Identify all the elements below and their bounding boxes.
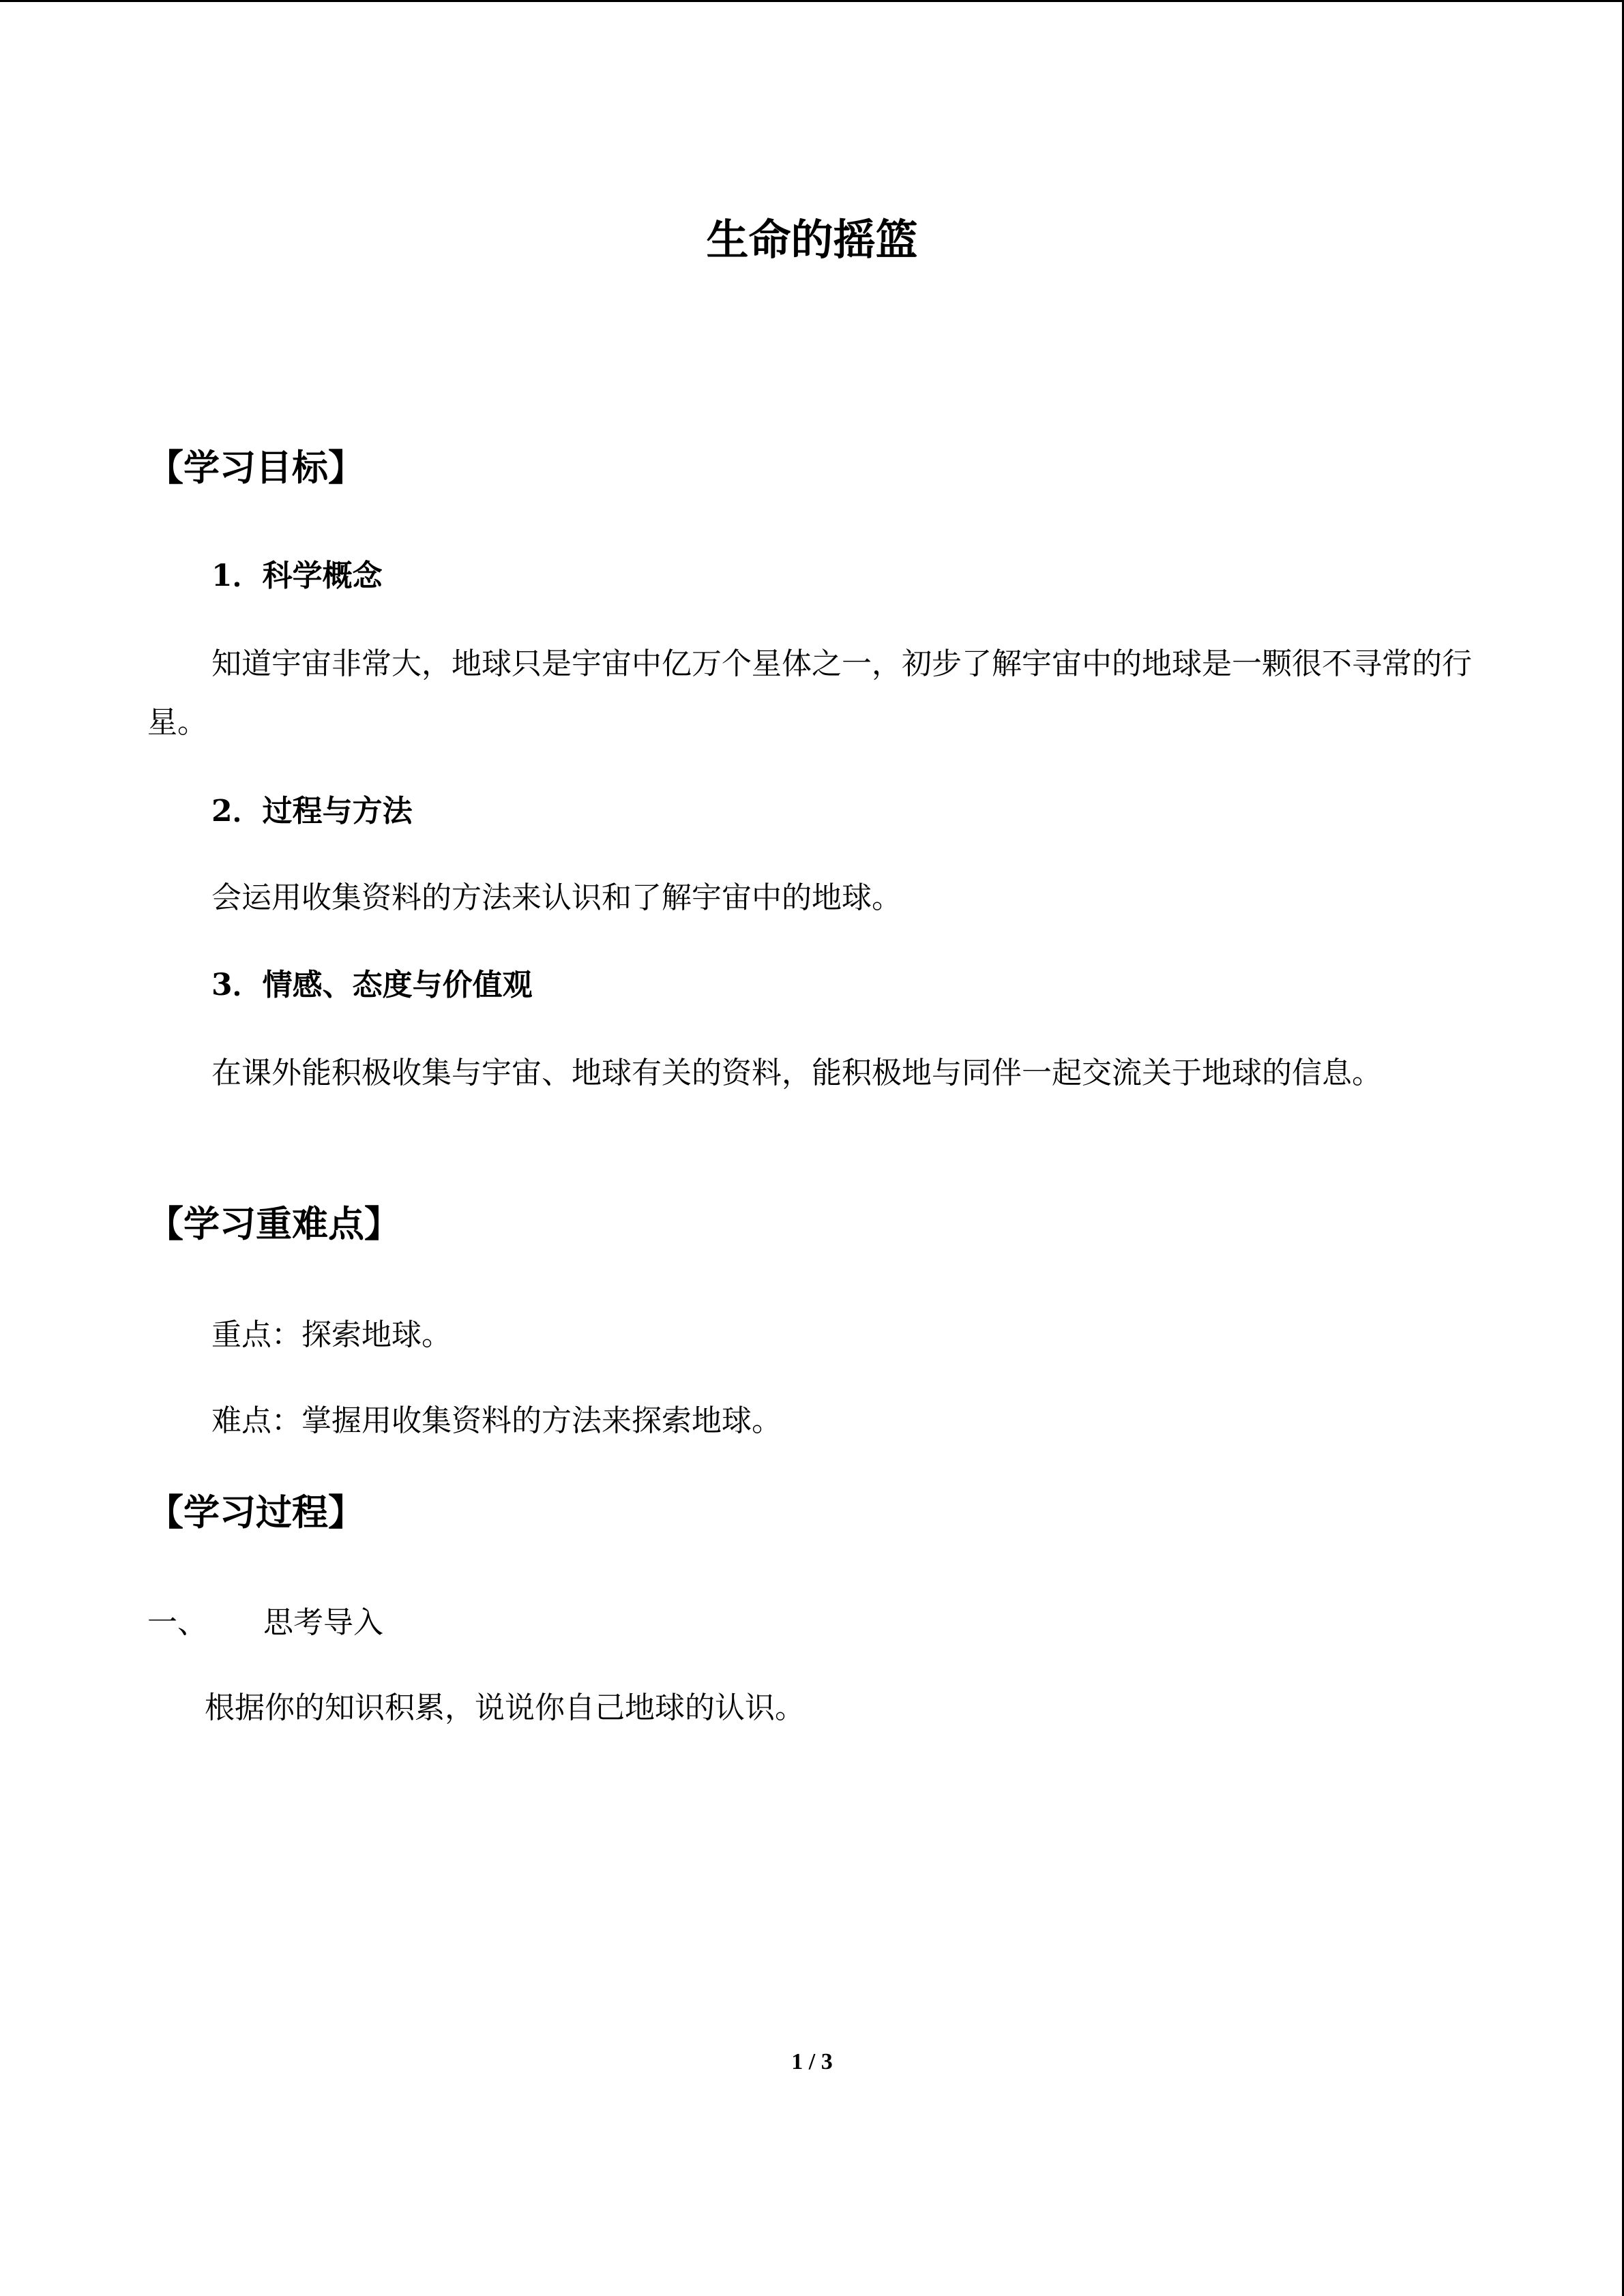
document-title: 生命的摇篮 — [706, 215, 918, 265]
key-point-line: 重点：探索地球。 — [211, 1317, 452, 1352]
paragraph-process-method: 会运用收集资料的方法来认识和了解宇宙中的地球。 — [211, 880, 902, 915]
section-heading-process: 【学习过程】 — [147, 1491, 364, 1534]
top-border — [0, 0, 1624, 2]
difficult-point-line: 难点：掌握用收集资料的方法来探索地球。 — [211, 1403, 782, 1438]
subheading-attitude-values: 3．情感、态度与价值观 — [211, 968, 533, 1002]
list-marker: 一、 — [147, 1605, 207, 1640]
list-item-body: 根据你的知识积累，说说你自己地球的认识。 — [205, 1690, 805, 1725]
list-item-title: 思考导入 — [263, 1605, 383, 1640]
paragraph-science-concept: 知道宇宙非常大，地球只是宇宙中亿万个星体之一，初步了解宇宙中的地球是一颗很不寻常的行星。 — [147, 646, 1472, 740]
page-number: 1 / 3 — [791, 2049, 833, 2074]
section-heading-objectives: 【学习目标】 — [147, 447, 364, 489]
paragraph-attitude-values: 在课外能积极收集与宇宙、地球有关的资料，能积极地与同伴一起交流关于地球的信息。 — [211, 1056, 1382, 1090]
section-heading-key-points: 【学习重难点】 — [147, 1203, 400, 1245]
subheading-process-method: 2．过程与方法 — [211, 794, 413, 829]
subheading-science-concept: 1．科学概念 — [211, 558, 383, 593]
